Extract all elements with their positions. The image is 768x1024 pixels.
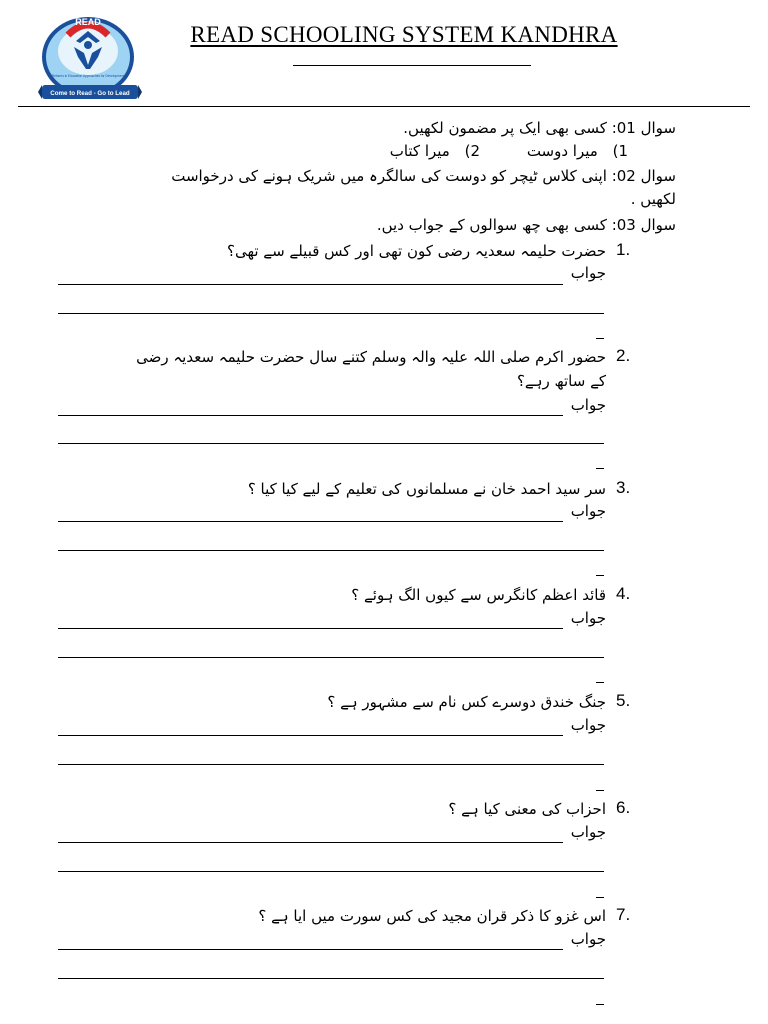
question-text: جنگ خندق دوسرے کس نام سے مشہور ہے ؟ — [327, 693, 606, 711]
q3-text: کسی بھی چھ سوالوں کے جواب دیں. — [376, 216, 607, 234]
question-text: اس غزو کا ذکر قران مجید کی کس سورت میں ایا ہے ؟ — [258, 907, 606, 925]
question-text: قائد اعظم کانگرس سے کیوں الگ ہوئے ؟ — [351, 586, 606, 604]
q1-option2-num: 2) — [464, 142, 481, 160]
school-logo — [38, 13, 142, 105]
answer-label: جواب — [570, 502, 606, 520]
question-text: احزاب کی معنی کیا ہے ؟ — [448, 800, 606, 818]
q2-line2: لکھیں . — [630, 190, 676, 208]
answer-line[interactable] — [58, 628, 563, 629]
separator-dash — [596, 897, 604, 898]
question-number: 3. — [616, 478, 631, 497]
answer-label: جواب — [570, 396, 606, 414]
separator-dash — [596, 1004, 604, 1005]
q3-label: سوال 03: — [611, 216, 676, 234]
answer-line[interactable] — [58, 735, 563, 736]
answer-line[interactable] — [58, 550, 604, 551]
answer-line[interactable] — [58, 764, 604, 765]
separator-dash — [596, 682, 604, 683]
answer-line[interactable] — [58, 521, 563, 522]
answer-line[interactable] — [58, 284, 563, 285]
question-number: 5. — [616, 691, 631, 710]
answer-label: جواب — [570, 716, 606, 734]
q1-option1: میرا دوست — [526, 142, 598, 160]
question-text: سر سید احمد خان نے مسلمانوں کی تعلیم کے لیے کیا کیا ؟ — [247, 480, 606, 498]
q1-line — [403, 117, 676, 139]
logo-ribbon-text: Come to Read - Go to Lead — [50, 90, 130, 97]
question-number: 4. — [616, 584, 631, 603]
q1-option2: میرا کتاب — [389, 142, 450, 160]
logo-badge-text: READ — [75, 17, 101, 27]
answer-line[interactable] — [58, 842, 563, 843]
question-number: 2. — [616, 346, 631, 365]
separator-dash — [596, 468, 604, 469]
separator-dash — [596, 338, 604, 339]
answer-line[interactable] — [58, 313, 604, 314]
q1-option1-num: 1) — [612, 142, 628, 160]
q1-label: سوال 01: — [611, 119, 676, 137]
question-number: 1. — [616, 240, 631, 259]
q1-options — [390, 140, 628, 162]
answer-label: جواب — [570, 609, 606, 627]
q2-text-line1: اپنی کلاس ٹیچر کو دوست کی سالگرہ میں شریک ہونے کی درخواست — [171, 167, 607, 185]
answer-line[interactable] — [58, 871, 604, 872]
school-title: READ SCHOOLING SYSTEM KANDHRA — [190, 22, 618, 47]
header-divider — [18, 106, 750, 107]
answer-line[interactable] — [58, 415, 563, 416]
question-number: 7. — [616, 905, 631, 924]
q1-text: کسی بھی ایک پر مضمون لکھیں. — [403, 119, 607, 137]
answer-line[interactable] — [58, 657, 604, 658]
question-text: حضرت حلیمہ سعدیہ رضی کون تھی اور کس قبیلے سے تھی؟ — [226, 242, 606, 260]
answer-label: جواب — [570, 823, 606, 841]
answer-line[interactable] — [58, 443, 604, 444]
answer-label: جواب — [570, 930, 606, 948]
q2-label: سوال 02: — [611, 167, 676, 185]
answer-label: جواب — [570, 264, 606, 282]
question-number: 6. — [616, 798, 631, 817]
separator-dash — [596, 790, 604, 791]
logo-small-text: Reforms in Education Approaches for Development — [51, 74, 125, 78]
answer-line[interactable] — [58, 978, 604, 979]
q3-line — [377, 214, 676, 236]
question-text-line2: کے ساتھ رہے؟ — [516, 372, 606, 390]
answer-line[interactable] — [58, 949, 563, 950]
separator-dash — [596, 575, 604, 576]
question-text: حضور اکرم صلی اللہ علیہ والہ وسلم کتنے سال حضرت حلیمہ سعدیہ رضی — [136, 348, 606, 366]
title-underline-rule — [293, 65, 531, 66]
q2-line1 — [171, 165, 676, 187]
